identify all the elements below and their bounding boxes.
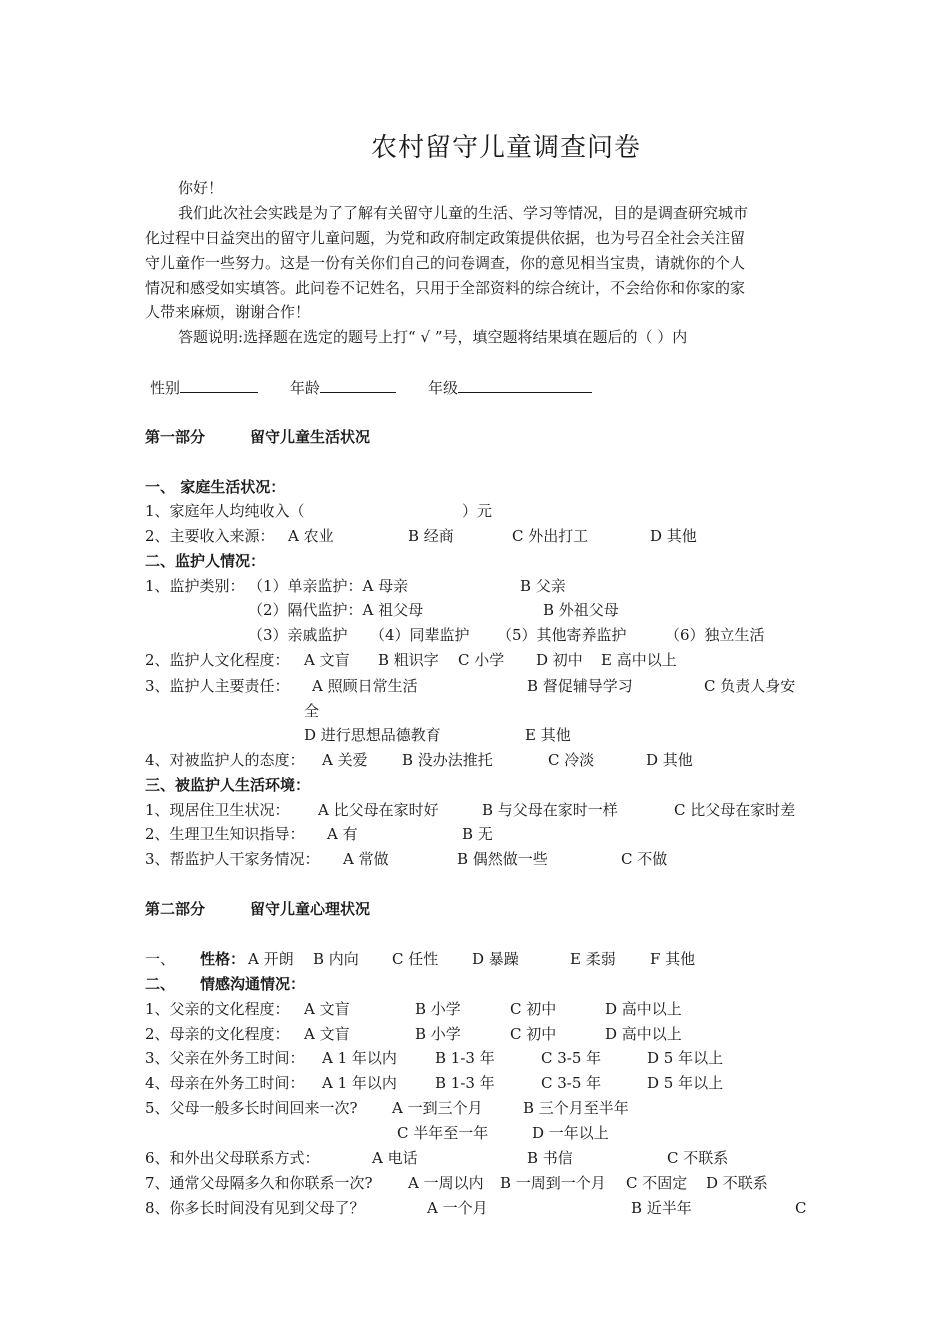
option[interactable]: A 开朗 <box>248 950 294 968</box>
option[interactable]: （1）单亲监护：A 母亲 <box>248 577 409 595</box>
question-last-seen: 8、你多长时间没有见到父母了？ <box>145 1199 365 1217</box>
intro-line: 化过程中日益突出的留守儿童问题，为党和政府制定政策提供依据，也为号召全社会关注留 <box>145 229 746 247</box>
option[interactable]: B 粗识字 <box>378 651 439 669</box>
option[interactable]: B 一周到一个月 <box>500 1174 606 1192</box>
answer-instructions: 答题说明:选择题在选定的题号上打“ √ ”号，填空题将结果填在题后的（ ）内 <box>178 328 688 346</box>
option[interactable]: A 文盲 <box>304 651 350 669</box>
section-number: 二、 <box>145 975 176 993</box>
page-title: 农村留守儿童调查问卷 <box>371 133 642 163</box>
section-guardian: 二、监护人情况： <box>145 552 266 570</box>
question-income-a: 1、家庭年人均纯收入（ <box>145 502 305 520</box>
part2-heading: 第二部分 <box>145 900 206 918</box>
question-guardian-education: 2、监护人文化程度： <box>145 651 290 669</box>
option[interactable]: C 外出打工 <box>512 527 589 545</box>
question-father-education: 1、父亲的文化程度： <box>145 1000 290 1018</box>
question-mother-work-time: 4、母亲在外务工时间： <box>145 1074 305 1092</box>
intro-line: 人带来麻烦，谢谢合作！ <box>145 303 311 321</box>
option[interactable]: C 小学 <box>458 651 505 669</box>
option[interactable]: B 父亲 <box>520 577 566 595</box>
intro-line: 我们此次社会实践是为了了解有关留守儿童的生活、学习等情况，目的是调查研究城市 <box>178 204 749 222</box>
gender-blank[interactable] <box>180 377 258 393</box>
option[interactable]: C <box>795 1199 807 1217</box>
option[interactable]: C 半年至一年 <box>397 1124 489 1142</box>
option[interactable]: B 经商 <box>408 527 454 545</box>
option[interactable]: D 5 年以上 <box>647 1049 724 1067</box>
option[interactable]: D 暴躁 <box>472 950 519 968</box>
option-continuation: 全 <box>304 702 320 720</box>
option[interactable]: C 比父母在家时差 <box>674 801 796 819</box>
age-field[interactable] <box>290 377 396 398</box>
part1-title: 留守儿童生活状况 <box>250 428 371 446</box>
option[interactable]: B 外祖父母 <box>543 601 619 619</box>
option[interactable]: A 常做 <box>343 850 389 868</box>
option[interactable]: A 1 年以内 <box>322 1074 397 1092</box>
part1-heading: 第一部分 <box>145 428 206 446</box>
option[interactable]: A 照顾日常生活 <box>312 677 418 695</box>
option[interactable]: C 不做 <box>621 850 668 868</box>
option[interactable]: B 1-3 年 <box>435 1074 495 1092</box>
section-family-life: 一、 家庭生活状况： <box>145 478 286 496</box>
option[interactable]: C 3-5 年 <box>541 1049 602 1067</box>
option[interactable]: D 初中 <box>536 651 583 669</box>
grade-field[interactable] <box>428 377 592 398</box>
option[interactable]: D 不联系 <box>706 1174 768 1192</box>
question-mother-education: 2、母亲的文化程度： <box>145 1025 290 1043</box>
grade-blank[interactable] <box>458 377 592 393</box>
option[interactable]: B 1-3 年 <box>435 1049 495 1067</box>
question-hygiene: 1、现居住卫生状况： <box>145 801 290 819</box>
grade-label: 年级 <box>428 379 459 397</box>
option[interactable]: C 冷淡 <box>548 751 595 769</box>
question-guardian-duty: 3、监护人主要责任： <box>145 677 290 695</box>
question-income-b: ）元 <box>462 502 493 520</box>
option[interactable]: C 3-5 年 <box>541 1074 602 1092</box>
option[interactable]: D 高中以上 <box>605 1000 682 1018</box>
option[interactable]: D 5 年以上 <box>647 1074 724 1092</box>
option[interactable]: B 没办法推托 <box>402 751 493 769</box>
part2-title: 留守儿童心理状况 <box>250 900 371 918</box>
option[interactable]: B 内向 <box>313 950 359 968</box>
question-return-frequency: 5、父母一般多长时间回来一次? <box>145 1099 358 1117</box>
option[interactable]: A 关爱 <box>322 751 368 769</box>
option[interactable]: A 文盲 <box>304 1000 350 1018</box>
section-environment: 三、被监护人生活环境： <box>145 776 311 794</box>
option[interactable]: B 与父母在家时一样 <box>482 801 618 819</box>
greeting: 你好！ <box>178 179 224 197</box>
option[interactable]: （5）其他寄养监护 <box>497 626 627 644</box>
option[interactable]: E 柔弱 <box>570 950 616 968</box>
option[interactable]: A 文盲 <box>304 1025 350 1043</box>
option[interactable]: B 无 <box>462 825 493 843</box>
option[interactable]: E 其他 <box>525 726 571 744</box>
option[interactable]: （4）同辈监护 <box>370 626 470 644</box>
question-guardian-attitude: 4、对被监护人的态度： <box>145 751 305 769</box>
intro-line: 守儿童作一些努力。这是一份有关你们自己的问卷调查，你的意见相当宝贵，请就你的个人 <box>145 254 746 272</box>
option[interactable]: B 近半年 <box>631 1199 692 1217</box>
option[interactable]: C 初中 <box>510 1000 557 1018</box>
option[interactable]: A 农业 <box>288 527 334 545</box>
option[interactable]: F 其他 <box>650 950 696 968</box>
option[interactable]: C 不联系 <box>667 1149 729 1167</box>
option[interactable]: A 一到三个月 <box>392 1099 483 1117</box>
question-guardian-type: 1、监护类别： <box>145 577 245 595</box>
option[interactable]: （6）独立生活 <box>665 626 765 644</box>
question-contact-method: 6、和外出父母联系方式： <box>145 1149 320 1167</box>
option[interactable]: C 不固定 <box>626 1174 688 1192</box>
option[interactable]: C 初中 <box>510 1025 557 1043</box>
option[interactable]: C 负责人身安 <box>704 677 796 695</box>
gender-label: 性别 <box>150 379 181 397</box>
question-contact-frequency: 7、通常父母隔多久和你联系一次? <box>145 1174 373 1192</box>
option[interactable]: （3）亲戚监护 <box>248 626 348 644</box>
option[interactable]: （2）隔代监护：A 祖父母 <box>248 601 424 619</box>
question-health-guidance: 2、生理卫生知识指导： <box>145 825 305 843</box>
option[interactable]: E 高中以上 <box>601 651 677 669</box>
option[interactable]: D 其他 <box>646 751 693 769</box>
gender-field[interactable] <box>150 377 258 398</box>
option[interactable]: D 其他 <box>650 527 697 545</box>
intro-line: 情况和感受如实填答。此问卷不记姓名，只用于全部资料的综合统计，不会给你和你家的家 <box>145 279 746 297</box>
option[interactable]: D 进行思想品德教育 <box>304 726 441 744</box>
age-blank[interactable] <box>320 377 396 393</box>
option[interactable]: B 督促辅导学习 <box>527 677 633 695</box>
option[interactable]: B 偶然做一些 <box>457 850 548 868</box>
question-father-work-time: 3、父亲在外务工时间： <box>145 1049 305 1067</box>
option[interactable]: C 任性 <box>392 950 439 968</box>
section-personality: 性格： <box>200 950 246 968</box>
option[interactable]: B 三个月至半年 <box>523 1099 629 1117</box>
option[interactable]: A 一个月 <box>427 1199 488 1217</box>
option[interactable]: B 书信 <box>527 1149 573 1167</box>
option[interactable]: D 高中以上 <box>605 1025 682 1043</box>
option[interactable]: A 比父母在家时好 <box>318 801 439 819</box>
option[interactable]: A 电话 <box>372 1149 418 1167</box>
option[interactable]: A 一周以内 <box>408 1174 484 1192</box>
option[interactable]: A 1 年以内 <box>322 1049 397 1067</box>
question-income-source: 2、主要收入来源： <box>145 527 275 545</box>
question-housework: 3、帮监护人干家务情况： <box>145 850 320 868</box>
section-number: 一、 <box>145 950 176 968</box>
age-label: 年龄 <box>290 379 321 397</box>
option[interactable]: A 有 <box>327 825 358 843</box>
option[interactable]: B 小学 <box>415 1025 461 1043</box>
section-communication: 情感沟通情况： <box>200 975 306 993</box>
option[interactable]: B 小学 <box>415 1000 461 1018</box>
option[interactable]: D 一年以上 <box>532 1124 609 1142</box>
